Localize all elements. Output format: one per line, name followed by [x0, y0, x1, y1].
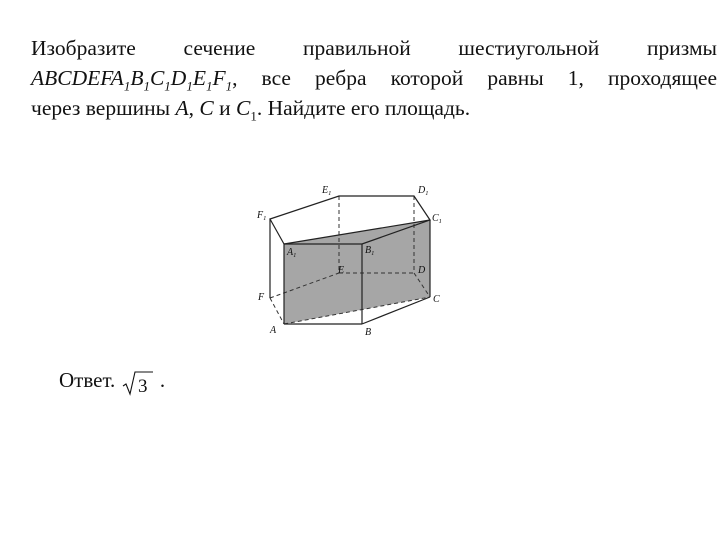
- hexagonal-prism-diagram: [250, 176, 450, 344]
- vertex-c: C: [199, 96, 214, 120]
- problem-line-3: через вершины A, C и $C_1$. Найдите его площадь.: [31, 96, 471, 124]
- problem-line-1: Изобразите сечение правильной шестиугольной призмы: [31, 36, 717, 60]
- prism-figure: [250, 176, 450, 344]
- answer-line: [59, 365, 165, 398]
- label-f1: $F_1$: [257, 210, 267, 222]
- label-d1: $D_1$: [418, 185, 429, 197]
- vertex-c1: C: [236, 96, 251, 120]
- answer-value: [121, 367, 155, 398]
- prism-name: $ABCDEFA_1B_1C_1D_1E_1F_1$: [31, 66, 233, 94]
- answer-period: .: [159, 368, 166, 392]
- label-c: C: [433, 294, 440, 305]
- section-polygon: [284, 220, 430, 324]
- answer-label: Ответ.: [59, 368, 116, 392]
- label-b: B: [365, 327, 372, 338]
- sqrt-symbol: [121, 370, 155, 398]
- problem-line-2-tail: , все ребра которой равны 1, проходящее: [232, 66, 717, 90]
- label-b1: $B_1$: [365, 245, 375, 257]
- label-a1: $A_1$: [287, 247, 297, 259]
- label-d: D: [418, 265, 426, 276]
- vertex-a: A: [175, 96, 189, 120]
- problem-line-2: [31, 63, 717, 93]
- label-e: E: [338, 265, 345, 276]
- radicand: 3: [137, 375, 148, 397]
- label-f: F: [258, 292, 265, 303]
- problem-text: [31, 33, 717, 123]
- label-c1: $C_1$: [432, 213, 442, 225]
- label-e1: $E_1$: [322, 185, 332, 197]
- label-a: A: [270, 325, 277, 336]
